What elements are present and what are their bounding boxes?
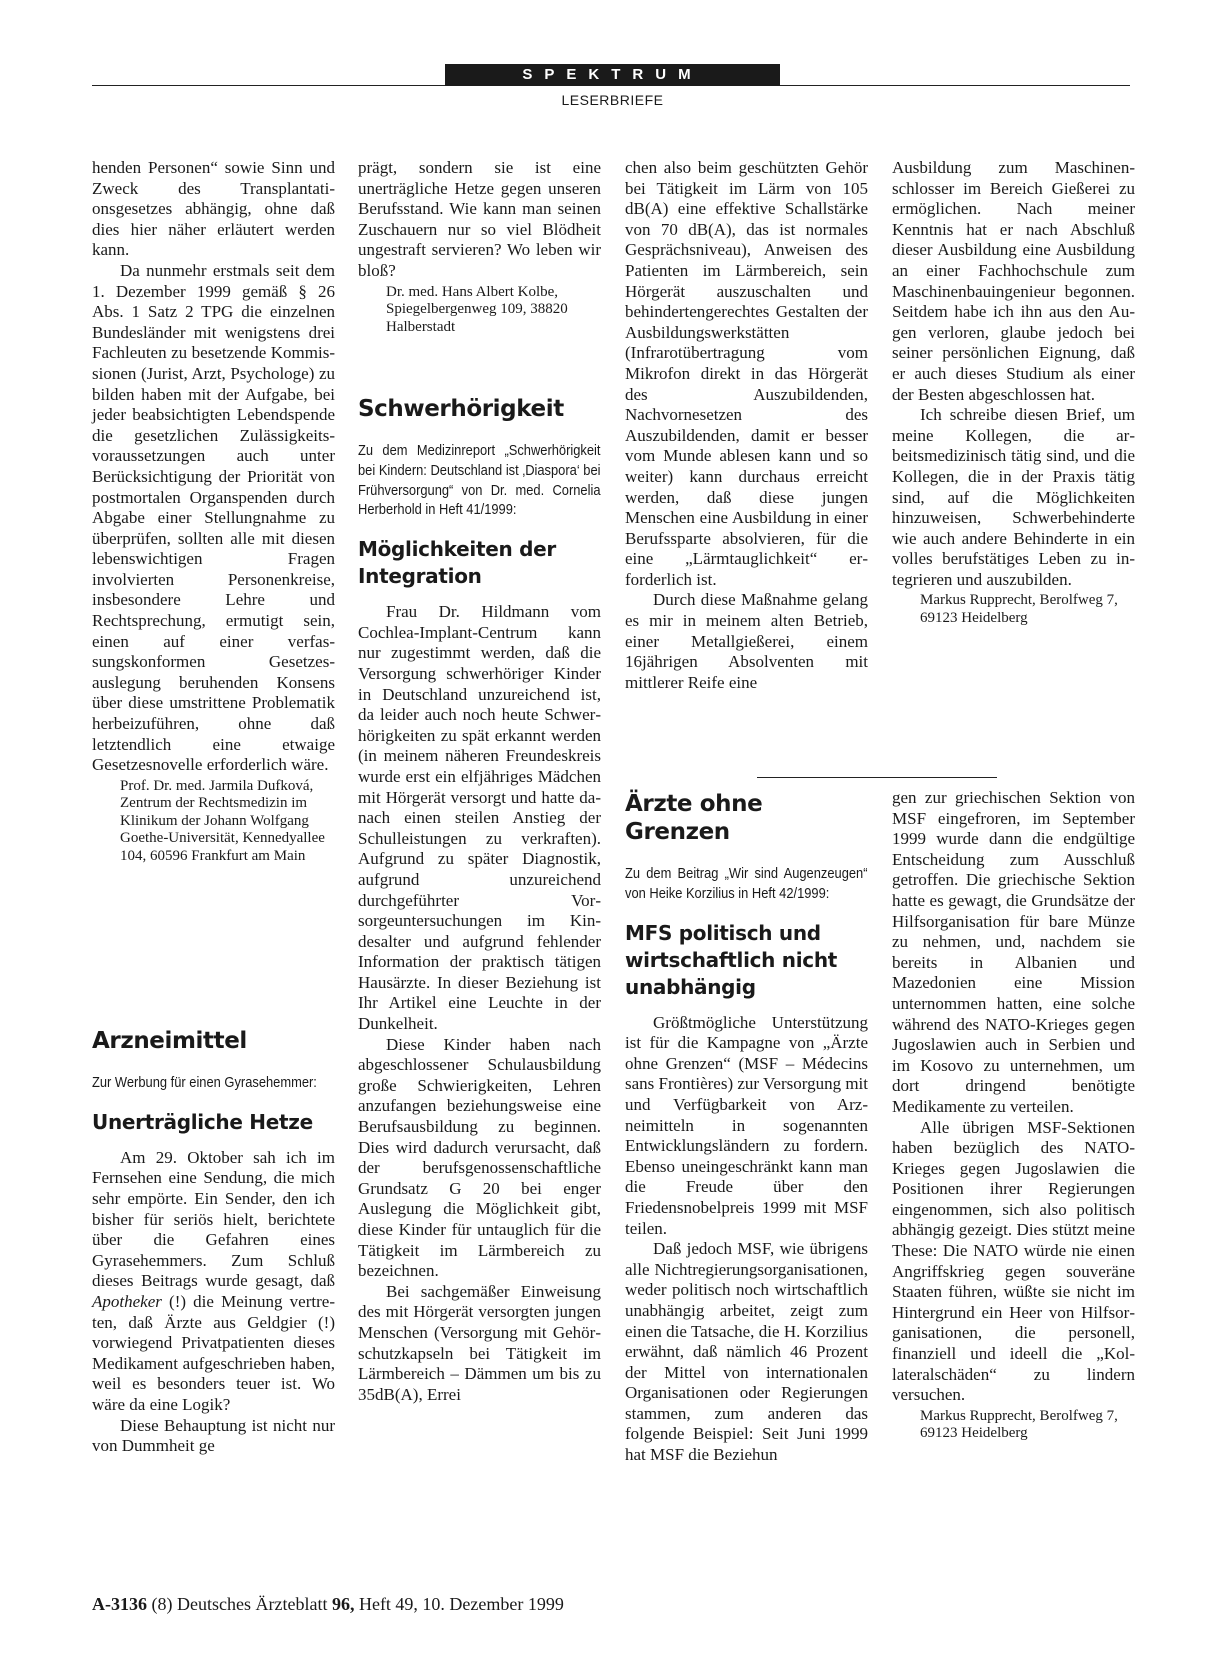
topic-heading: Ärzte ohne Grenzen [625,791,763,845]
column-3-top [625,158,868,693]
paragraph: Diese Behauptung ist nicht nur von Dummheit ge [92,1415,335,1456]
page-number: (8) [151,1594,173,1614]
column-2-top [358,158,601,336]
letter-headline: Unerträgliche Hetze [92,1109,313,1134]
page-code: A-3136 [92,1594,147,1614]
paragraph: Ich schreibe diesen Brief, um meine Kollegen, die arbeitsmedizinisch tätig sind, und die Kollegen, die in der Praxis tätig sind, auf die Möglichkeiten hinzuweisen, Schwerbehinderte wie auch andere Behinderte in ein volles berufstätiges Leben zu integrieren und auszubilden. [892,405,1135,589]
subsection-label: LESERBRIEFE [561,92,664,108]
paragraph: Durch diese Maßnahme gelang es mir in meinem alten Betrieb, einer Metallgießerei, einem 16jährigen Absolventen mit mittlerer Reife eine [625,590,868,692]
page-footer [92,1593,564,1615]
column-4-top [892,158,1135,627]
paragraph: gen zur griechischen Sektion von MSF eingefroren, im September 1999 wurde dann die endgültige Entscheidung zum Ausschluß getroffen. Die griechische Sektion hatte es gewagt, die Grundsätze der Hilfsorganisation für bare Münze zu nehmen, und, nachdem sie bereits in Albanien und Mazedonien eine Mission unternommen hatten, eine solche während des NATO-Krieges gegen Jugoslawien auch in Serbien und im Kosovo zu unternehmen, um dort dringend benötigte Medikamente zu verteilen. [892,788,1135,1116]
section-divider [757,777,997,778]
letter-signature: Markus Rupprecht, Berolfweg 7, 69123 Heidelberg [920,592,1118,626]
article-reference: Zu dem Medizinreport „Schwerhörigkeit bei Kindern: Deutschland ist ‚Diaspora‘ bei Frühversorgung“ von Dr. med. Cornelia Herberhold in Heft 41/1999: [358,442,601,519]
letter-signature: Dr. med. Hans Albert Kolbe, Spiegelbergenweg 109, 38820 Halberstadt [386,283,568,335]
paragraph: Alle übrigen MSF-Sektionen haben bezüglich des NATO-Krieges gegen Jugoslawien die Positionen ihrer Regierungen eingenommen, sich also politisch abhängig gezeigt. Dies stützt meine These: Die NATO würde nie einen Angriffskrieg gegen souveräne Staaten führen, wüßte sie nicht im Hintergrund ein Heer von Hilfsorganisationen, die personell, finanziell und ideell die „Kollateralschäden“ zu lindern versuchen. [892,1117,1135,1405]
paragraph: Daß jedoch MSF, wie übrigens alle Nichtregierungsorganisationen, weder politisch noch wirtschaftlich unabhängig arbeitet, zeigt zum einen die Tatsache, die H. Korzilius erwähnt, daß nämlich 46 Prozent der Mittel von internationalen Organisationen oder Regierungen stammen, zum anderen das folgende Beispiel: Seit Juni 1999 hat MSF die Beziehun [625,1239,868,1465]
article-reference: Zu dem Beitrag „Wir sind Augenzeugen“ von Heike Korzilius in Heft 42/1999: [625,865,868,902]
topic-heading: Arzneimittel [92,1028,247,1054]
column-3-article [625,790,868,1466]
paragraph: prägt, sondern sie ist eine unerträgliche Hetze gegen unseren Berufsstand. Wie kann man seinen Zuschauern nur so viel Blödheit ungestraft servieren? Wo leben wir bloß? [358,158,601,280]
paragraph: Bei sachgemäßer Einweisung des mit Hörgerät versorgten jungen Menschen (Versorgung mit Gehörschutzkapseln bei Tätigkeit im Lärmbereich – Dämmen um bis zu 35dB(A), Errei [358,1281,601,1404]
article-reference: Zur Werbung für einen Gyrasehemmer: [92,1074,317,1091]
column-2-article [358,395,601,1405]
paragraph: Am 29. Oktober sah ich im Fernsehen eine Sendung, die mich sehr empörte. Ein Sender, den ich bisher für seriös hielt, berichtete über die Gefahren eines Gyrasehemmers. Zum Schluß dieses Beitrags wurde gesagt, daß Apotheker (!) die Meinung vertreten, daß Ärzte aus Geldgier (!) vorwiegend Privatpatienten dieses Medikament aufgeschrieben haben, weil es besonders teuer ist. Wo wäre da eine Logik? [92,1147,335,1414]
journal-name: Deutsches Ärzteblatt [177,1594,328,1614]
section-banner: SPEKTRUM [445,64,780,86]
topic-heading: Schwerhörigkeit [358,396,564,422]
paragraph: Diese Kinder haben nach abgeschlossener Schulausbildung große Schwierigkeiten, Lehren anzufangen beziehungsweise eine Berufsausbildung zu beginnen. Dies wird dadurch verursacht, daß der berufsgenossenschaftliche Grundsatz G 20 bei enger Auslegung die Möglichkeit gibt, diese Kinder für untauglich für die Tätigkeit im Lärmbereich zu bezeichnen. [358,1034,601,1281]
paragraph: henden Personen“ sowie Sinn und Zweck des Transplantationsgesetzes abhängig, ohne daß dies hier näher erläutert werden kann. [92,158,335,260]
issue-info: Heft 49, 10. Dezember 1999 [358,1594,564,1614]
paragraph: Frau Dr. Hildmann vom Cochlea-Implant-Centrum kann nur zugestimmt werden, daß die Versorgung schwerhöriger Kinder in Deutschland unzureichend ist, da leider auch noch heute Schwerhörigkeiten zu spät erkannt werden (in meinem näheren Freundeskreis wurde erst ein elfjähriges Mädchen mit Hörgerät versorgt und hatte danach einen steilen Anstieg der Schulleistungen zu verkraften). Aufgrund zu später Diagnostik, aufgrund unzureichend durchgeführter Vorsorgeuntersuchungen im Kindesalter und aufgrund fehlender Information der praktisch tätigen Hausärzte. In dieser Beziehung ist Ihr Artikel eine Leuchte in der Dunkelheit. [358,602,601,1034]
paragraph: Ausbildung zum Maschinenschlosser im Bereich Gießerei zu ermöglichen. Nach meiner Kenntnis hat er nach Abschluß dieser Ausbildung eine Ausbildung an einer Fachhochschule zum Maschinenbauingenieur begonnen. Seitdem habe ich ihn aus den Augen verloren, glaube jedoch bei seiner persönlichen Eignung, daß er auch dieses Studium als einer der Besten abgeschlossen hat. [892,158,1135,404]
letter-signature: Markus Rupprecht, Berolfweg 7, 69123 Heidelberg [920,1407,1118,1442]
paragraph: Größtmögliche Unterstützung ist für die Kampagne von „Ärzte ohne Grenzen“ (MSF – Médecins sans Frontières) zur Versorgung mit und Verfügbarkeit von Arzneimitteln in sogenannten Entwicklungsländern zu fordern. Ebenso uneingeschränkt kann man die Freude über den Friedensnobelpreis 1999 mit MSF teilen. [625,1012,869,1238]
paragraph: Da nunmehr erstmals seit dem 1. Dezember 1999 gemäß § 26 Abs. 1 Satz 2 TPG die einzelnen Bundesländer mit wenigstens drei Fachleuten zu besetzende Kommissionen (Jurist, Arzt, Psychologe) zu bilden haben mit der Aufgabe, bei jeder beabsichtigten Lebendspende die gesetzlichen Zulässigkeitsvoraussetzungen auch unter Berücksichtigung der Priorität von postmortalen Organspenden durch Abgabe einer Stellungnahme zu überprüfen, sollten alle mit diesen lebenswichtigen Fragen involvierten Personenkreise, insbesondere Lehre und Rechtsprechung, ermutigt sein, einen auf einer verfassungskonformen Gesetzesauslegung beruhenden Konsens über diese umstrittene Problematik herbeizuführen, ohne daß letztendlich eine etwaige Gesetzesnovelle erforderlich wäre. [92,260,335,775]
column-1-article [92,1027,335,1457]
column-4-continuation [892,788,1135,1443]
column-1-top [92,158,335,865]
letter-headline: Möglichkeiten der Integration [358,537,556,589]
letter-headline: MFS politisch und wirtschaftlich nicht unabhängig [625,920,838,999]
letter-signature: Prof. Dr. med. Jarmila Dufková, Zentrum der Rechtsmedizin im Klinikum der Johann Wolfgang Goethe-Universität, Kennedyallee 104, 60596 Frankfurt am Main [120,777,325,864]
volume-number: 96, [331,1594,355,1614]
paragraph: chen also beim geschützten Gehör bei Tätigkeit im Lärm von 105 dB(A) eine effektive Schallstärke von 70 dB(A), das ist normales Gesprächsniveau), Anweisen des Patienten im Lärmbereich, sein Hörgerät auszuschalten und behindertengerechtes Gestalten der Ausbildungswerkstätten (Infrarotübertragung vom Mikrofon direkt in das Hörgerät des Auszubildenden, Nachvornesetzen des Auszubildenden, damit er besser vom Munde ablesen kann und so weiter) kann durchaus erreicht werden, daß diese jungen Menschen eine Ausbildung in einer Berufssparte absolvieren, für die eine „Lärmtauglichkeit“ erforderlich ist. [625,158,868,589]
